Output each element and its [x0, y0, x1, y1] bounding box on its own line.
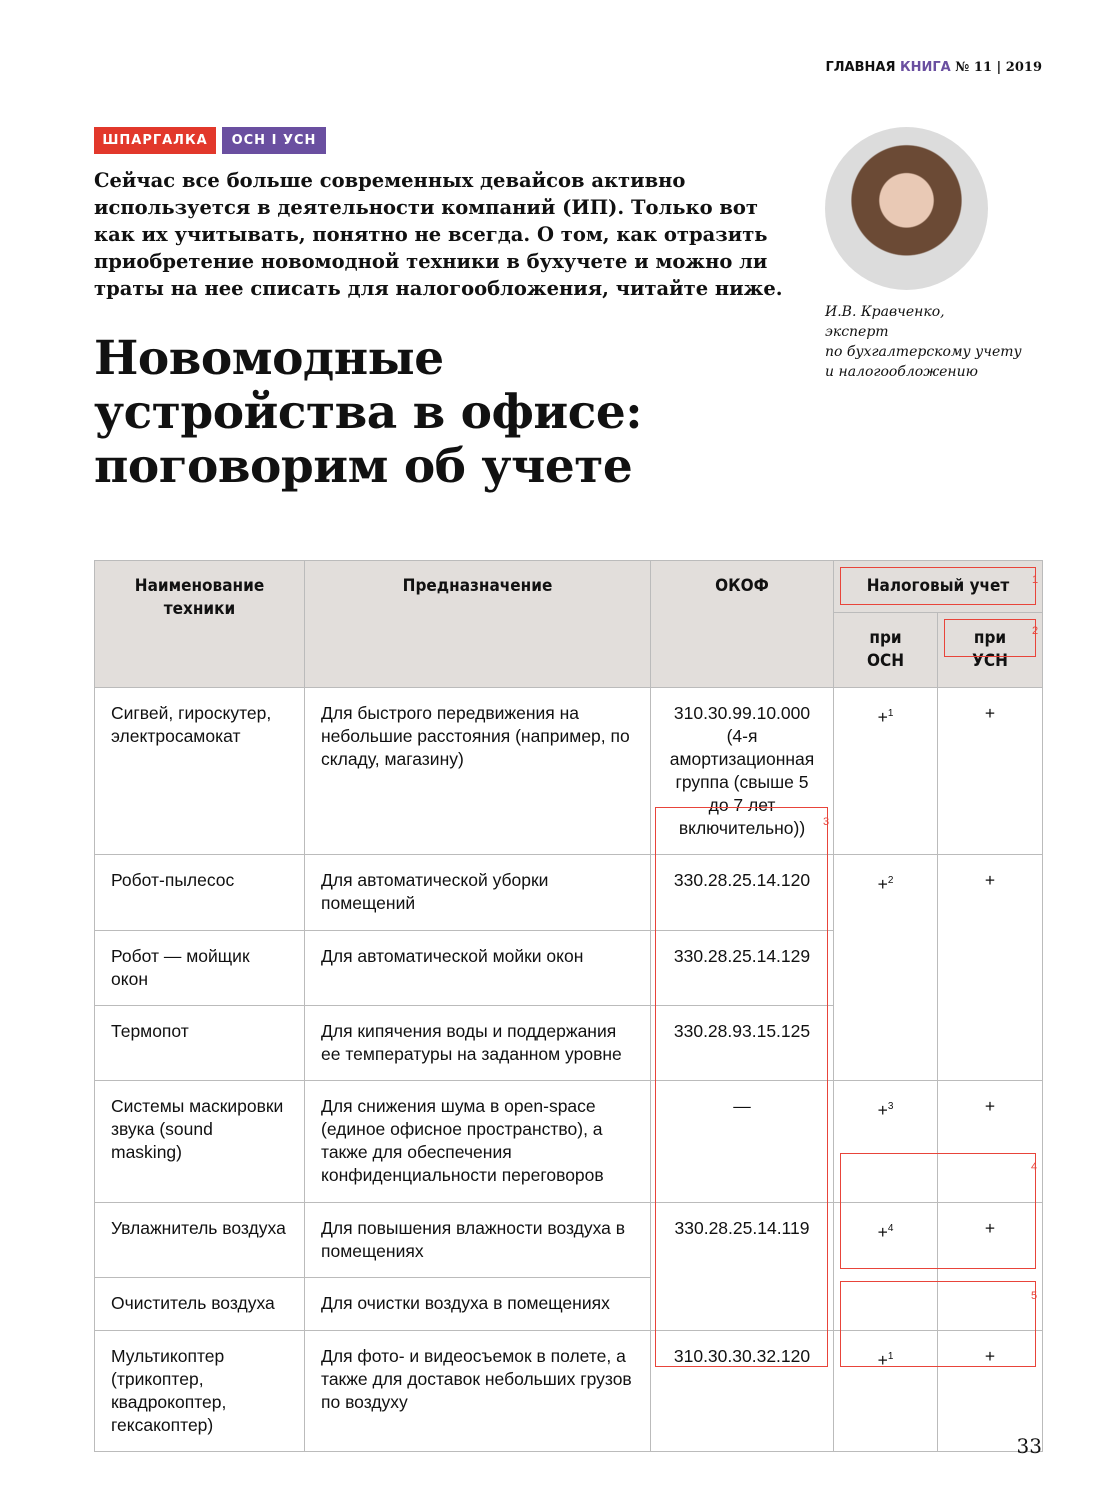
issue-number: № 11 | 2019: [955, 60, 1042, 75]
cell-name: Очиститель воздуха: [95, 1278, 305, 1331]
cell-okof: 330.28.25.14.119: [651, 1203, 834, 1331]
magazine-header: [825, 60, 1042, 75]
devices-table: [94, 560, 1043, 1452]
annotation-number: 1: [1032, 574, 1039, 586]
author-role: по бухгалтерскому учету: [825, 344, 1022, 360]
author-name: И.В. Кравченко,: [825, 304, 945, 320]
cell-name: Робот — мойщик окон: [95, 931, 305, 1006]
cell-purpose: Для автоматической уборки помещений: [305, 855, 651, 931]
cell-okof: —: [651, 1081, 834, 1203]
cell-okof: 330.28.93.15.125: [651, 1006, 834, 1081]
cell-usn: +: [938, 855, 1043, 1081]
table-row: [95, 1081, 1043, 1203]
header-purpose: Предназначение: [305, 561, 651, 688]
header-tax: Налоговый учет: [834, 561, 1043, 613]
cell-name: Системы маскировки звука (sound masking): [95, 1081, 305, 1203]
cell-osn: +$^4$: [834, 1203, 938, 1331]
cell-usn: +: [938, 1331, 1043, 1452]
annotation-number: 5: [1031, 1290, 1038, 1302]
table-row: [95, 1331, 1043, 1452]
cell-okof: 330.28.25.14.129: [651, 931, 834, 1006]
article-title: Новомодные устройства в офисе: поговорим об учете: [94, 331, 643, 494]
cell-purpose: Для автоматической мойки окон: [305, 931, 651, 1006]
table-row: [95, 855, 1043, 931]
brand-name-accent: КНИГА: [900, 60, 951, 75]
cell-usn: +: [938, 1081, 1043, 1203]
cell-purpose: Для быстрого передвижения на небольшие расстояния (например, по складу, магазину): [305, 688, 651, 855]
cell-osn: +$^1$: [834, 688, 938, 855]
cell-name: Увлажнитель воздуха: [95, 1203, 305, 1278]
cell-usn: +: [938, 1203, 1043, 1331]
cell-okof: 330.28.25.14.120: [651, 855, 834, 931]
cell-name: Робот-пылесос: [95, 855, 305, 931]
cell-osn: +$^3$: [834, 1081, 938, 1203]
annotation-number: 3: [823, 816, 830, 828]
tag-tax-regime: ОСН I УСН: [222, 127, 326, 154]
cell-purpose: Для очистки воздуха в помещениях: [305, 1278, 651, 1331]
tag-cheatsheet: ШПАРГАЛКА: [94, 127, 216, 154]
author-role: эксперт: [825, 324, 889, 340]
cell-okof: 310.30.99.10.000 (4-я амортизационная группа (свыше 5 до 7 лет включительно)): [651, 688, 834, 855]
author-role: и налогообложению: [825, 364, 978, 380]
header-name: Наименование техники: [95, 561, 305, 688]
annotation-number: 4: [1031, 1161, 1038, 1173]
cell-name: Сигвей, гироскутер, электросамокат: [95, 688, 305, 855]
cell-name: Мультикоптер (трикоптер, квадрокоптер, гексакоптер): [95, 1331, 305, 1452]
author-photo: [825, 127, 988, 290]
cell-purpose: Для кипячения воды и поддержания ее температуры на заданном уровне: [305, 1006, 651, 1081]
header-usn: при УСН: [938, 613, 1043, 688]
annotation-number: 2: [1032, 625, 1039, 637]
author-caption: [825, 302, 1022, 382]
cell-purpose: Для фото- и видеосъемок в полете, а также для доставок небольших грузов по воздуху: [305, 1331, 651, 1452]
table-row: [95, 1203, 1043, 1278]
cell-purpose: Для снижения шума в open-space (единое офисное пространство), а также для обеспечения конфиденциальности переговоров: [305, 1081, 651, 1203]
cell-usn: +: [938, 688, 1043, 855]
header-osn: при ОСН: [834, 613, 938, 688]
cell-name: Термопот: [95, 1006, 305, 1081]
cell-purpose: Для повышения влажности воздуха в помещениях: [305, 1203, 651, 1278]
lead-paragraph: Сейчас все больше современных девайсов активно используется в деятельности компаний (ИП). Только вот как их учитывать, понятно не всегда. О том, как отразить приобретение новомодной техники в бухучете и можно ли траты на нее списать для налогообложения, читайте ниже.: [94, 169, 783, 300]
brand-name: ГЛАВНАЯ: [825, 60, 896, 75]
header-okof: ОКОФ: [651, 561, 834, 688]
table-row: [95, 688, 1043, 855]
page-number: 33: [1016, 1434, 1042, 1458]
cell-osn: +$^1$: [834, 1331, 938, 1452]
cell-okof: 310.30.30.32.120: [651, 1331, 834, 1452]
cell-osn: +$^2$: [834, 855, 938, 1081]
